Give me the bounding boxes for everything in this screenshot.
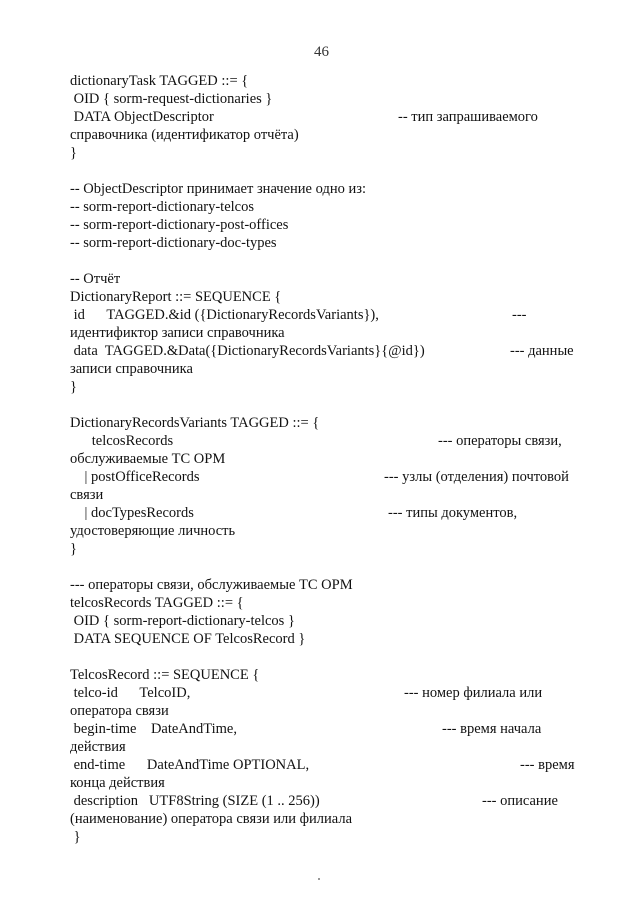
code-line: telcosRecords TAGGED ::= { <box>70 595 244 611</box>
code-line: | docTypesRecords <box>70 505 194 521</box>
code-line: -- ObjectDescriptor принимает значение одно из: <box>70 181 366 197</box>
code-line: data TAGGED.&Data({DictionaryRecordsVariants}{@id}) <box>70 343 425 359</box>
code-line: связи <box>70 487 104 503</box>
code-line: | postOfficeRecords <box>70 469 200 485</box>
code-line: записи справочника <box>70 361 193 377</box>
code-comment: --- время начала <box>442 721 542 737</box>
page-number: 46 <box>314 44 329 60</box>
code-line: конца действия <box>70 775 165 791</box>
code-line: begin-time DateAndTime, <box>70 721 237 737</box>
code-line: --- операторы связи, обслуживаемые ТС ОРМ <box>70 577 353 593</box>
code-line: description UTF8String (SIZE (1 .. 256)) <box>70 793 320 809</box>
code-comment: --- типы документов, <box>388 505 518 521</box>
code-comment: --- описание <box>482 793 558 809</box>
code-line: идентификтор записи справочника <box>70 325 285 341</box>
code-line: OID { sorm-report-dictionary-telcos } <box>70 613 295 629</box>
code-line: удостоверяющие личность <box>70 523 236 539</box>
code-line: } <box>70 541 77 557</box>
scan-speck <box>318 878 320 880</box>
code-line: обслуживаемые ТС ОРМ <box>70 451 226 467</box>
code-comment: --- время <box>520 757 575 773</box>
code-comment: --- <box>512 307 527 323</box>
code-line: справочника (идентификатор отчёта) <box>70 127 299 143</box>
code-line: -- sorm-report-dictionary-telcos <box>70 199 254 215</box>
code-line: telco-id TelcoID, <box>70 685 191 701</box>
code-line: DATA ObjectDescriptor <box>70 109 214 125</box>
code-comment: --- данные <box>510 343 574 359</box>
code-line: оператора связи <box>70 703 169 719</box>
code-line: } <box>70 145 77 161</box>
code-line: } <box>70 829 81 845</box>
code-line: } <box>70 379 77 395</box>
code-line: end-time DateAndTime OPTIONAL, <box>70 757 310 773</box>
code-comment: --- узлы (отделения) почтовой <box>384 469 569 485</box>
code-line: (наименование) оператора связи или филиала <box>70 811 353 827</box>
code-comment: --- номер филиала или <box>404 685 543 701</box>
code-line: действия <box>70 739 126 755</box>
code-comment: -- тип запрашиваемого <box>398 109 538 125</box>
code-line: -- sorm-report-dictionary-doc-types <box>70 235 277 251</box>
code-line: id TAGGED.&id ({DictionaryRecordsVariants}), <box>70 307 379 323</box>
code-comment: --- операторы связи, <box>438 433 562 449</box>
code-line: OID { sorm-request-dictionaries } <box>70 91 273 107</box>
code-line: DictionaryRecordsVariants TAGGED ::= { <box>70 415 320 431</box>
code-line: TelcosRecord ::= SEQUENCE { <box>70 667 260 683</box>
code-line: dictionaryTask TAGGED ::= { <box>70 73 249 89</box>
code-line: DATA SEQUENCE OF TelcosRecord } <box>70 631 306 647</box>
code-line: telcosRecords <box>70 433 174 449</box>
code-line: -- sorm-report-dictionary-post-offices <box>70 217 289 233</box>
code-line: DictionaryReport ::= SEQUENCE { <box>70 289 282 305</box>
code-line: -- Отчёт <box>70 271 121 287</box>
